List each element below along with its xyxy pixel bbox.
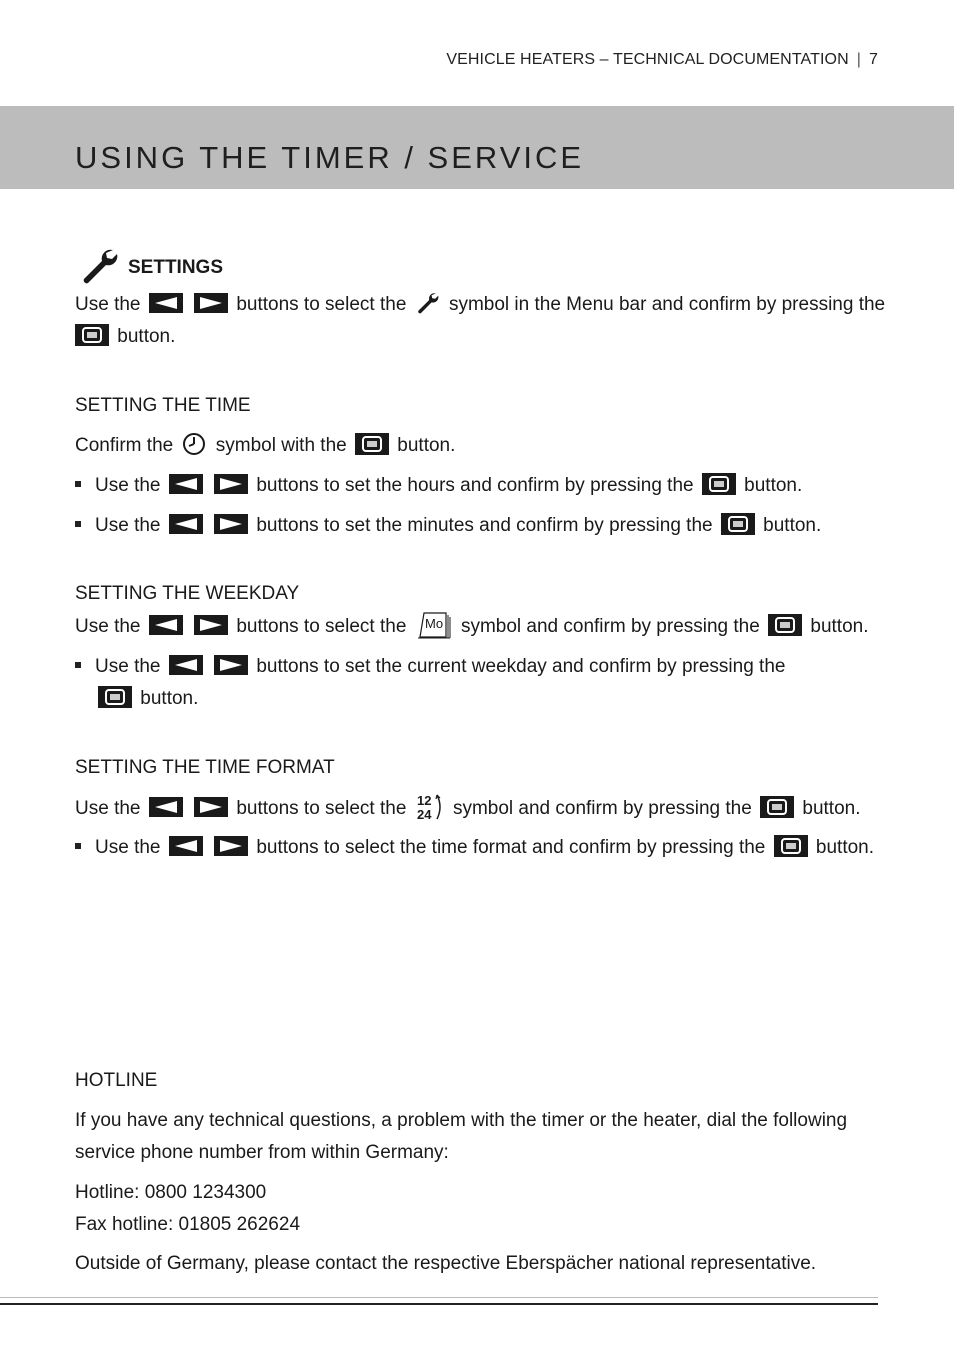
list-item (75, 470, 802, 502)
text: Use the (75, 798, 141, 819)
text: Use the (95, 515, 161, 536)
weekday-heading: SETTING THE WEEKDAY (75, 583, 300, 604)
left-arrow-button-icon (169, 514, 203, 534)
bullet-marker (75, 521, 81, 527)
bullet-marker (75, 481, 81, 487)
right-arrow-button-icon (194, 615, 228, 635)
left-arrow-button-icon (169, 655, 203, 675)
bullet-marker (75, 662, 81, 668)
time-confirm (75, 430, 455, 462)
text: buttons to select the (236, 798, 407, 819)
list-item (75, 651, 785, 715)
settings-intro-cont (75, 321, 175, 353)
ok-button-icon (75, 324, 109, 346)
text: symbol and confirm by pressing the (452, 798, 752, 819)
format-line (75, 793, 861, 825)
left-arrow-button-icon (149, 293, 183, 313)
text: symbol in the Menu bar and confirm by pressing the (448, 294, 886, 315)
left-arrow-button-icon (169, 474, 203, 494)
time-format-icon (416, 792, 444, 822)
left-arrow-button-icon (149, 797, 183, 817)
running-header (446, 51, 878, 69)
header-separator: | (856, 51, 861, 68)
text: Use the (75, 294, 141, 315)
time-heading: SETTING THE TIME (75, 395, 251, 416)
list-item-continuation (75, 683, 785, 715)
text: symbol with the (215, 435, 347, 456)
settings-label: SETTINGS (128, 257, 224, 278)
left-arrow-button-icon (149, 615, 183, 635)
right-arrow-button-icon (214, 514, 248, 534)
ok-button-icon (98, 686, 132, 708)
wrench-icon (80, 246, 120, 286)
ok-button-icon (702, 473, 736, 495)
ok-button-icon (768, 614, 802, 636)
text: button. (763, 515, 822, 536)
text: buttons to set the current weekday and confirm by pressing the (256, 656, 786, 677)
hotline-text-2: service phone number from within Germany: (75, 1142, 449, 1163)
wrench-icon (416, 291, 440, 315)
format-icon-12: 12 (416, 792, 432, 808)
footer-divider (0, 1297, 878, 1298)
text: buttons to select the time format and confirm by pressing the (256, 837, 766, 858)
ok-button-icon (760, 796, 794, 818)
text: Confirm the (75, 435, 174, 456)
text: button. (744, 475, 803, 496)
page-title: USING THE TIMER / SERVICE (75, 140, 585, 175)
left-arrow-button-icon (169, 836, 203, 856)
footer-rule (0, 1303, 878, 1305)
text: Use the (95, 656, 161, 677)
bullet-marker (75, 843, 81, 849)
text: buttons to select the (236, 616, 407, 637)
list-item (75, 510, 821, 542)
page-number: 7 (869, 51, 878, 68)
clock-icon (182, 432, 206, 456)
text: button. (815, 837, 875, 858)
right-arrow-button-icon (214, 474, 248, 494)
fax-number: Fax hotline: 01805 262624 (75, 1214, 301, 1235)
text: button. (810, 616, 869, 637)
text: buttons to select the (236, 294, 407, 315)
outside-germany-note: Outside of Germany, please contact the respective Eberspächer national representative. (75, 1253, 817, 1274)
right-arrow-button-icon (214, 836, 248, 856)
hotline-number: Hotline: 0800 1234300 (75, 1182, 267, 1203)
text: button. (117, 326, 176, 347)
ok-button-icon (355, 433, 389, 455)
text: symbol and confirm by pressing the (460, 616, 760, 637)
text: buttons to set the hours and confirm by pressing the (256, 475, 694, 496)
text: buttons to set the minutes and confirm by pressing the (256, 515, 713, 536)
settings-intro (75, 289, 885, 321)
ok-button-icon (721, 513, 755, 535)
right-arrow-button-icon (214, 655, 248, 675)
text: button. (802, 798, 861, 819)
hotline-text-1: If you have any technical questions, a problem with the timer or the heater, dial the following (75, 1110, 848, 1131)
format-heading: SETTING THE TIME FORMAT (75, 757, 335, 778)
list-item (75, 832, 874, 864)
text: Use the (75, 616, 141, 637)
text: Use the (95, 475, 161, 496)
right-arrow-button-icon (194, 293, 228, 313)
text: button. (397, 435, 456, 456)
section-banner (0, 106, 954, 189)
text: Use the (95, 837, 161, 858)
doc-title: VEHICLE HEATERS – TECHNICAL DOCUMENTATION (446, 51, 849, 68)
weekday-line (75, 611, 869, 643)
weekday-calendar-icon (416, 611, 452, 639)
settings-heading (80, 246, 223, 286)
text: button. (140, 688, 199, 709)
weekday-icon-label: Mo (424, 615, 443, 631)
ok-button-icon (774, 835, 808, 857)
hotline-heading: HOTLINE (75, 1070, 158, 1091)
format-icon-24: 24 (416, 806, 432, 822)
right-arrow-button-icon (194, 797, 228, 817)
